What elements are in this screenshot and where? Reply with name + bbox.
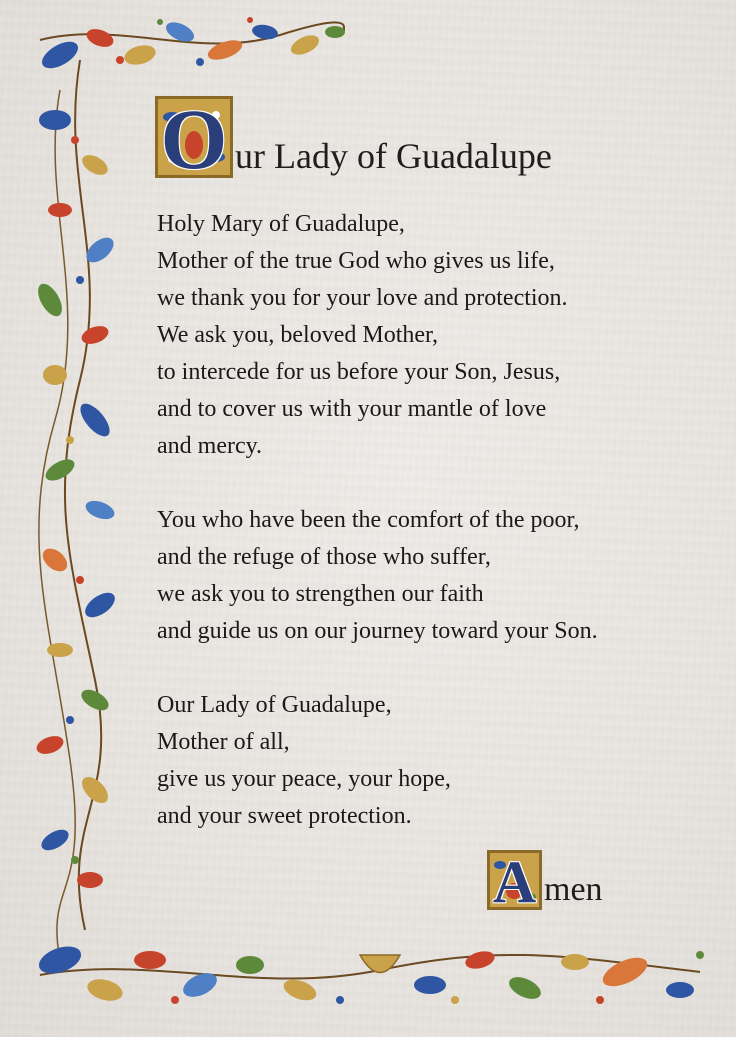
stanza-line: and your sweet protection. [157,803,412,829]
stanza-line: and to cover us with your mantle of love [157,396,547,422]
stanza-line: we thank you for your love and protection. [157,285,568,311]
left-vine [33,60,119,960]
bottom-vine [35,941,704,1004]
stanza-line: Our Lady of Guadalupe, [157,692,392,718]
amen-text: men [544,871,603,908]
closing-amen [487,849,603,915]
stanza-line: You who have been the comfort of the poor, [157,507,580,533]
prayer-text [157,206,717,835]
stanza-line: Mother of all, [157,729,290,755]
stanza-1 [157,206,717,465]
title-initial: O [160,91,228,187]
stanza-line: give us your peace, your hope, [157,766,451,792]
illuminated-initial-o [155,91,233,187]
top-vine [38,17,345,74]
stanza-line: Mother of the true God who gives us life, [157,248,555,274]
stanza-line: and mercy. [157,433,263,459]
stanza-line: we ask you to strengthen our faith [157,581,484,607]
illuminated-initial-a [487,849,542,915]
stanza-line: Holy Mary of Guadalupe, [157,211,405,237]
title-text: ur Lady of Guadalupe [235,136,552,176]
stanza-line: to intercede for us before your Son, Jesus, [157,359,561,385]
amen-initial: A [492,849,537,915]
stanza-line: and guide us on our journey toward your Son. [157,618,598,644]
stanza-line: and the refuge of those who suffer, [157,544,491,570]
stanza-line: We ask you, beloved Mother, [157,322,439,348]
title [155,91,552,187]
stanza-2 [157,502,717,650]
stanza-3 [157,687,717,835]
